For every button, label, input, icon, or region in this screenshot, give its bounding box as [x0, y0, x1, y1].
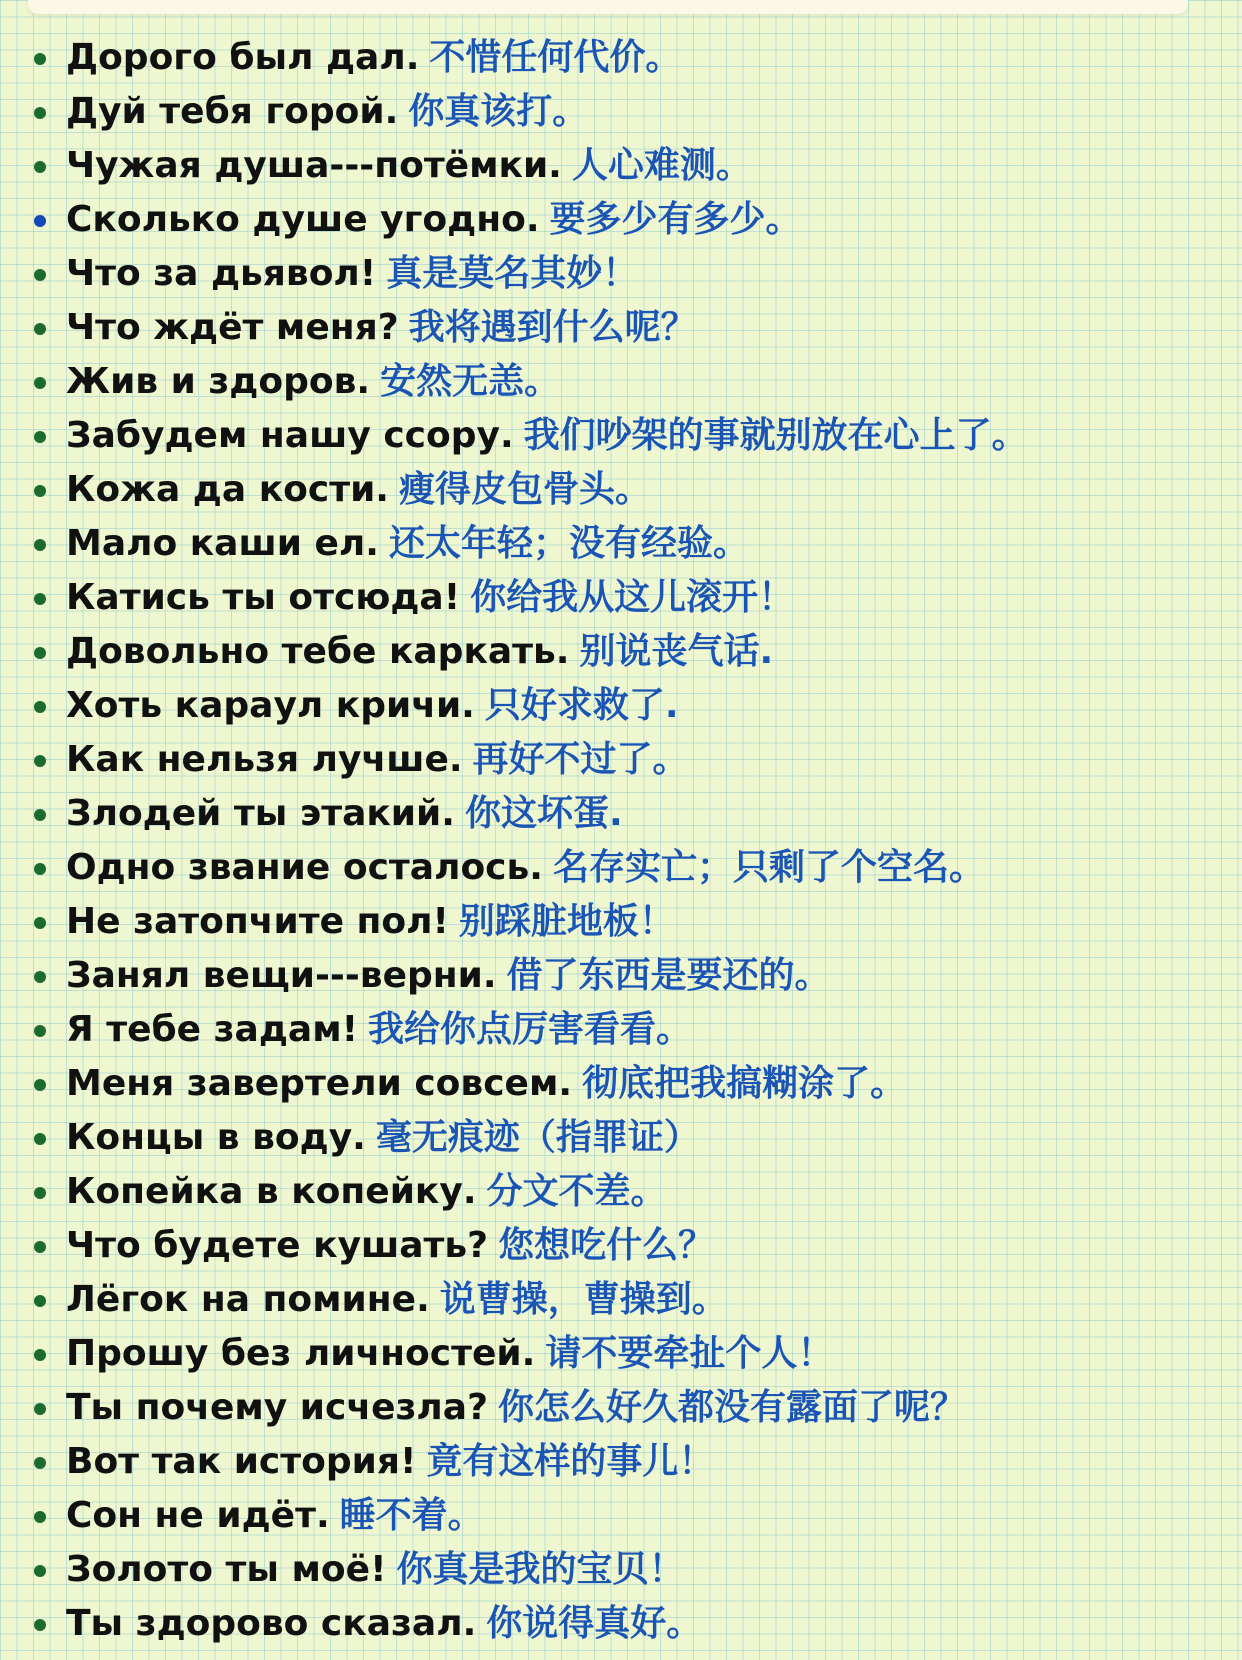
list-item	[0, 139, 1242, 193]
russian-phrase: Сон не идёт.	[66, 1495, 330, 1536]
russian-phrase: Дуй тебя горой.	[66, 91, 399, 132]
bullet-icon	[34, 377, 46, 389]
russian-phrase: Что за дьявол!	[66, 253, 377, 294]
russian-phrase: Катись ты отсюда!	[66, 577, 461, 618]
russian-phrase: Не затопчите пол!	[66, 901, 449, 942]
russian-phrase: Прошу без личностей.	[66, 1333, 536, 1374]
bullet-icon	[34, 1457, 46, 1469]
chinese-translation: 你给我从这儿滚开！	[470, 577, 795, 618]
list-item	[0, 247, 1242, 301]
bullet-icon	[34, 755, 46, 767]
chinese-translation: 别踩脏地板！	[458, 901, 675, 942]
chinese-translation: 说曹操，曹操到。	[439, 1279, 728, 1320]
phrase-list	[0, 31, 1242, 1651]
bullet-icon	[34, 323, 46, 335]
bullet-icon	[34, 1025, 46, 1037]
russian-phrase: Я тебе задам!	[66, 1009, 359, 1050]
list-item	[0, 1111, 1242, 1165]
russian-phrase: Злодей ты этакий.	[66, 793, 455, 834]
russian-phrase: Сколько душе угодно.	[66, 199, 540, 240]
bullet-icon	[34, 161, 46, 173]
russian-phrase: Что ждёт меня?	[66, 307, 399, 348]
bullet-icon	[34, 701, 46, 713]
chinese-translation: 彻底把我搞糊涂了。	[582, 1063, 907, 1104]
bullet-icon	[34, 1619, 46, 1631]
chinese-translation: 安然无恙。	[380, 361, 561, 402]
chinese-translation: 瘦得皮包骨头。	[398, 469, 651, 510]
chinese-translation: 我给你点厉害看看。	[368, 1009, 693, 1050]
russian-phrase: Вот так история!	[66, 1441, 417, 1482]
bullet-icon	[34, 809, 46, 821]
list-item	[0, 1489, 1242, 1543]
russian-phrase: Довольно тебе каркать.	[66, 631, 570, 672]
bullet-icon	[34, 917, 46, 929]
bullet-icon	[34, 647, 46, 659]
list-item	[0, 1057, 1242, 1111]
list-item	[0, 1435, 1242, 1489]
bullet-icon	[34, 269, 46, 281]
russian-phrase: Чужая душа---потёмки.	[66, 145, 562, 186]
chinese-translation: 竟有这样的事儿！	[426, 1441, 715, 1482]
chinese-translation: 真是莫名其妙！	[386, 253, 639, 294]
russian-phrase: Мало каши ел.	[66, 523, 379, 564]
list-item	[0, 409, 1242, 463]
chinese-translation: 人心难测。	[571, 145, 752, 186]
bullet-icon	[34, 485, 46, 497]
russian-phrase: Забудем нашу ссору.	[66, 415, 514, 456]
russian-phrase: Что будете кушать?	[66, 1225, 489, 1266]
list-item	[0, 1327, 1242, 1381]
list-item	[0, 787, 1242, 841]
bullet-icon	[34, 1295, 46, 1307]
list-item	[0, 1219, 1242, 1273]
chinese-translation: 分文不差。	[486, 1171, 667, 1212]
list-item	[0, 1597, 1242, 1651]
chinese-translation: 我将遇到什么呢？	[408, 307, 697, 348]
chinese-translation: 我们吵架的事就别放在心上了。	[523, 415, 1028, 456]
russian-phrase: Хоть караул кричи.	[66, 685, 475, 726]
list-item	[0, 31, 1242, 85]
bullet-icon	[34, 1511, 46, 1523]
chinese-translation: 别说丧气话.	[579, 631, 774, 672]
russian-phrase: Занял вещи---верни.	[66, 955, 497, 996]
bullet-icon	[34, 215, 46, 227]
bullet-icon	[34, 1403, 46, 1415]
list-item	[0, 1543, 1242, 1597]
russian-phrase: Одно звание осталось.	[66, 847, 543, 888]
chinese-translation: 你真该打。	[408, 91, 589, 132]
list-item	[0, 517, 1242, 571]
chinese-translation: 您想吃什么？	[498, 1225, 715, 1266]
chinese-translation: 你真是我的宝贝！	[396, 1549, 685, 1590]
list-item	[0, 355, 1242, 409]
chinese-translation: 再好不过了。	[472, 739, 689, 780]
chinese-translation: 你怎么好久都没有露面了呢？	[497, 1387, 966, 1428]
list-item	[0, 85, 1242, 139]
list-item	[0, 679, 1242, 733]
russian-phrase: Лёгок на помине.	[66, 1279, 430, 1320]
russian-phrase: Жив и здоров.	[66, 361, 371, 402]
list-item	[0, 301, 1242, 355]
bullet-icon	[34, 107, 46, 119]
list-item	[0, 625, 1242, 679]
bullet-icon	[34, 1187, 46, 1199]
bullet-icon	[34, 863, 46, 875]
bullet-icon	[34, 971, 46, 983]
list-item	[0, 571, 1242, 625]
russian-phrase: Ты почему исчезла?	[66, 1387, 488, 1428]
bullet-icon	[34, 431, 46, 443]
list-item	[0, 1273, 1242, 1327]
russian-phrase: Как нельзя лучше.	[66, 739, 463, 780]
list-item	[0, 733, 1242, 787]
chinese-translation: 毫无痕迹（指罪证）	[375, 1117, 700, 1158]
bullet-icon	[34, 53, 46, 65]
top-card-edge	[28, 0, 1188, 14]
bullet-icon	[34, 539, 46, 551]
russian-phrase: Копейка в копейку.	[66, 1171, 477, 1212]
bullet-icon	[34, 1079, 46, 1091]
chinese-translation: 还太年轻；没有经验。	[388, 523, 749, 564]
list-item	[0, 1381, 1242, 1435]
chinese-translation: 请不要牵扯个人！	[545, 1333, 834, 1374]
chinese-translation: 要多少有多少。	[549, 199, 802, 240]
list-item	[0, 193, 1242, 247]
chinese-translation: 你说得真好。	[486, 1603, 703, 1644]
russian-phrase: Концы в воду.	[66, 1117, 366, 1158]
bullet-icon	[34, 1349, 46, 1361]
bullet-icon	[34, 1565, 46, 1577]
chinese-translation: 借了东西是要还的。	[506, 955, 831, 996]
list-item	[0, 1165, 1242, 1219]
chinese-translation: 睡不着。	[339, 1495, 484, 1536]
bullet-icon	[34, 1241, 46, 1253]
russian-phrase: Меня завертели совсем.	[66, 1063, 573, 1104]
list-item	[0, 1003, 1242, 1057]
list-item	[0, 841, 1242, 895]
chinese-translation: 你这坏蛋.	[464, 793, 623, 834]
russian-phrase: Дорого был дал.	[66, 37, 420, 78]
list-item	[0, 463, 1242, 517]
chinese-translation: 只好求救了.	[484, 685, 679, 726]
chinese-translation: 不惜任何代价。	[429, 37, 682, 78]
bullet-icon	[34, 593, 46, 605]
bullet-icon	[34, 1133, 46, 1145]
list-item	[0, 895, 1242, 949]
russian-phrase: Ты здорово сказал.	[66, 1603, 477, 1644]
chinese-translation: 名存实亡；只剩了个空名。	[552, 847, 985, 888]
list-item	[0, 949, 1242, 1003]
russian-phrase: Кожа да кости.	[66, 469, 389, 510]
russian-phrase: Золото ты моё!	[66, 1549, 387, 1590]
